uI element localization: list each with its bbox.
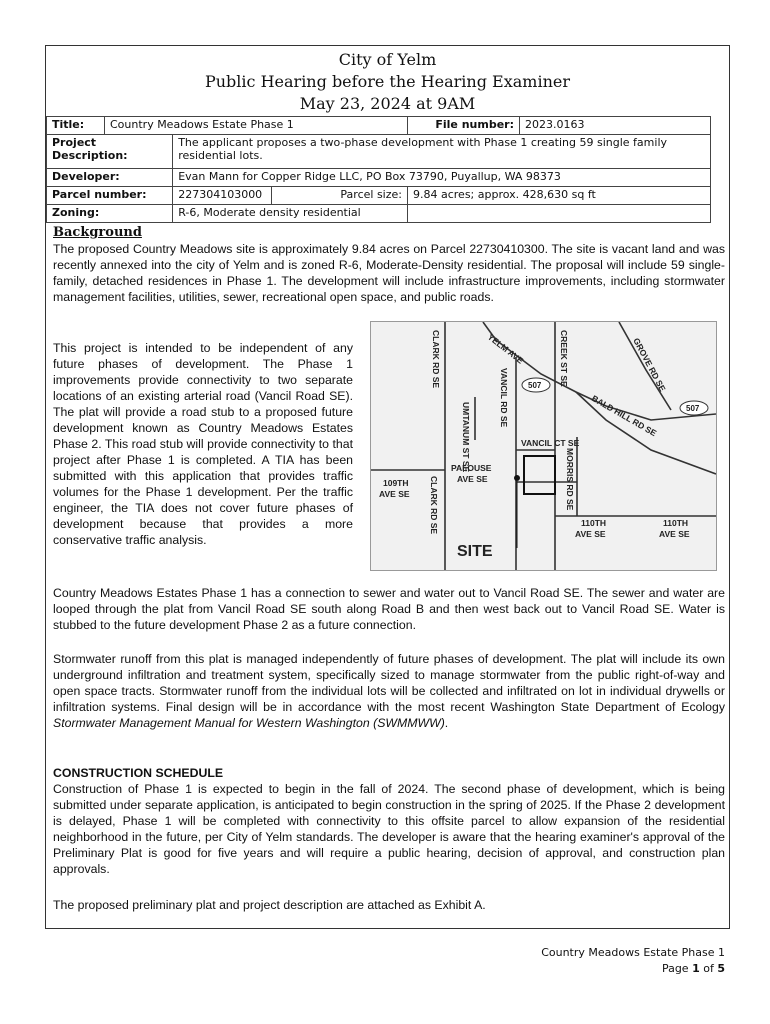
construction-paragraph-1: Construction of Phase 1 is expected to begin in the fall of 2024. The second phase of development, which is being submitted under separate application, is anticipated to begin construction in the spring of 2025. If the Phase 2 development is delayed, Phase 1 will be completed with connectivity to this offsite parcel to allow expansion of the residential neighborhood in the future, per City of Yelm standards. The developer is aware that the hearing examiner's approval of the Preliminary Plat is good for five years and will require a public hearing, decision of approval, and construction plan approvals. xyxy=(53,782,725,876)
stormwater-text: Stormwater runoff from this plat is managed independently of future phases of development. The plat will include its own underground infiltration and treatment system, specifically sized to manage stormwater from the public right-of-way and open space tracts. Stormwater runoff from the individual lots will be collected and infiltrated on lot in individual drywells or infiltration systems. Final design will be in accordance with the most recent Washington State Department of Ecology xyxy=(53,652,725,714)
map-label-bald-hill-rd: BALD HILL RD SE xyxy=(590,393,659,439)
title-label: Title: xyxy=(47,117,105,135)
map-label-clark-rd: CLARK RD SE xyxy=(431,330,441,389)
table-row xyxy=(47,135,711,169)
developer-label: Developer: xyxy=(47,169,173,187)
project-description: residential lots. xyxy=(178,149,263,162)
construction-heading: CONSTRUCTION SCHEDULE xyxy=(53,766,224,780)
map-label-clark-rd-lower: CLARK RD SE xyxy=(429,476,439,535)
background-paragraph-3: Country Meadows Estates Phase 1 has a connection to sewer and water out to Vancil Road SE. The sewer and water are looped through the plat from Vancil Road SE south along Road B and then west back out to Vancil Road SE. Water is stubbed to the future development Phase 2 as a future connection. xyxy=(53,586,725,632)
map-label-palouse: AVE SE xyxy=(457,474,488,484)
swmmww-manual-title: Stormwater Management Manual for Western Washington (SWMMWW) xyxy=(53,716,445,730)
project-label: Description: xyxy=(52,149,128,162)
header-date: May 23, 2024 at 9AM xyxy=(299,94,476,113)
developer-value: Evan Mann for Copper Ridge LLC, PO Box 73790, Puyallup, WA 98373 xyxy=(173,169,711,187)
header-hearing: Public Hearing before the Hearing Examiner xyxy=(204,72,571,91)
map-label-109th: AVE SE xyxy=(379,489,410,499)
table-row xyxy=(47,187,711,205)
project-label: Project xyxy=(52,136,97,149)
zoning-value: R-6, Moderate density residential xyxy=(173,205,408,223)
parcel-number-label: Parcel number: xyxy=(47,187,173,205)
footer-page-number: Page 1 of 5 xyxy=(661,962,725,975)
footer-document-name: Country Meadows Estate Phase 1 xyxy=(541,946,725,959)
map-label-creek-st: CREEK ST SE xyxy=(559,330,569,387)
stormwater-text-end: . xyxy=(444,716,449,730)
title-value: Country Meadows Estate Phase 1 xyxy=(105,117,408,135)
map-label-palouse: PALOUSE xyxy=(451,463,492,473)
map-label-route-507: 507 xyxy=(686,404,700,413)
map-label-yelm-ave: YELM AVE xyxy=(485,331,526,366)
project-description: The applicant proposes a two-phase development with Phase 1 creating 59 single family xyxy=(178,136,668,149)
header-city: City of Yelm xyxy=(338,50,437,69)
project-info-table xyxy=(46,116,711,223)
map-label-110th: 110TH xyxy=(663,518,689,528)
map-label-110th: 110TH xyxy=(581,518,607,528)
map-label-site: SITE xyxy=(457,543,493,560)
file-number-label: File number: xyxy=(408,117,520,135)
map-label-vancil-ct: VANCIL CT SE xyxy=(521,438,580,448)
map-label-morris-rd: MORRIS RD SE xyxy=(565,448,575,511)
background-paragraph-2: This project is intended to be independent of any future phases of development. The Phase 1 improvements provide connectivity to two separate locations of an existing arterial road (Vancil Road SE). The plat will provide a road stub to a proposed future development known as Country Meadows Estates Phase 2. This road stub will provide connectivity to that project after Phase 1 is completed. A TIA has been submitted with this application that provides traffic volumes for the Phase 1 development. Per the traffic engineer, the TIA does not cover future phases of development because that provides a more conservative traffic analysis. xyxy=(53,341,353,547)
map-label-vancil-rd: VANCIL RD SE xyxy=(499,368,509,428)
background-paragraph-1: The proposed Country Meadows site is approximately 9.84 acres on Parcel 22730410300. The site is vacant land and was recently annexed into the city of Yelm and is zoned R-6, Moderate-Density residential. The proposal will include 59 single-family, detached residences in Phase 1. The development will include infrastructure improvements, including stormwater management facilities, utilities, sewer, recreational open space, and public roads. xyxy=(53,242,725,304)
background-paragraph-4 xyxy=(53,651,725,731)
zoning-label: Zoning: xyxy=(47,205,173,223)
map-label-110th: AVE SE xyxy=(575,529,606,539)
file-number-value: 2023.0163 xyxy=(520,117,711,135)
parcel-size-label: Parcel size: xyxy=(272,187,408,205)
background-heading: Background xyxy=(53,225,142,240)
table-row xyxy=(47,205,711,223)
vicinity-map-graphic xyxy=(371,322,716,570)
map-label-umtanum: UMTANUM ST SE xyxy=(461,402,471,473)
construction-paragraph-2: The proposed preliminary plat and project description are attached as Exhibit A. xyxy=(53,898,486,912)
table-row xyxy=(47,117,711,135)
map-label-109th: 109TH xyxy=(383,478,409,488)
table-row xyxy=(47,169,711,187)
map-label-route-507: 507 xyxy=(528,381,542,390)
map-label-110th: AVE SE xyxy=(659,529,690,539)
parcel-number-value: 227304103000 xyxy=(173,187,272,205)
parcel-size-value: 9.84 acres; approx. 428,630 sq ft xyxy=(408,187,711,205)
map-label-grove-rd: GROVE RD SE xyxy=(631,336,668,394)
vicinity-map xyxy=(370,321,717,571)
